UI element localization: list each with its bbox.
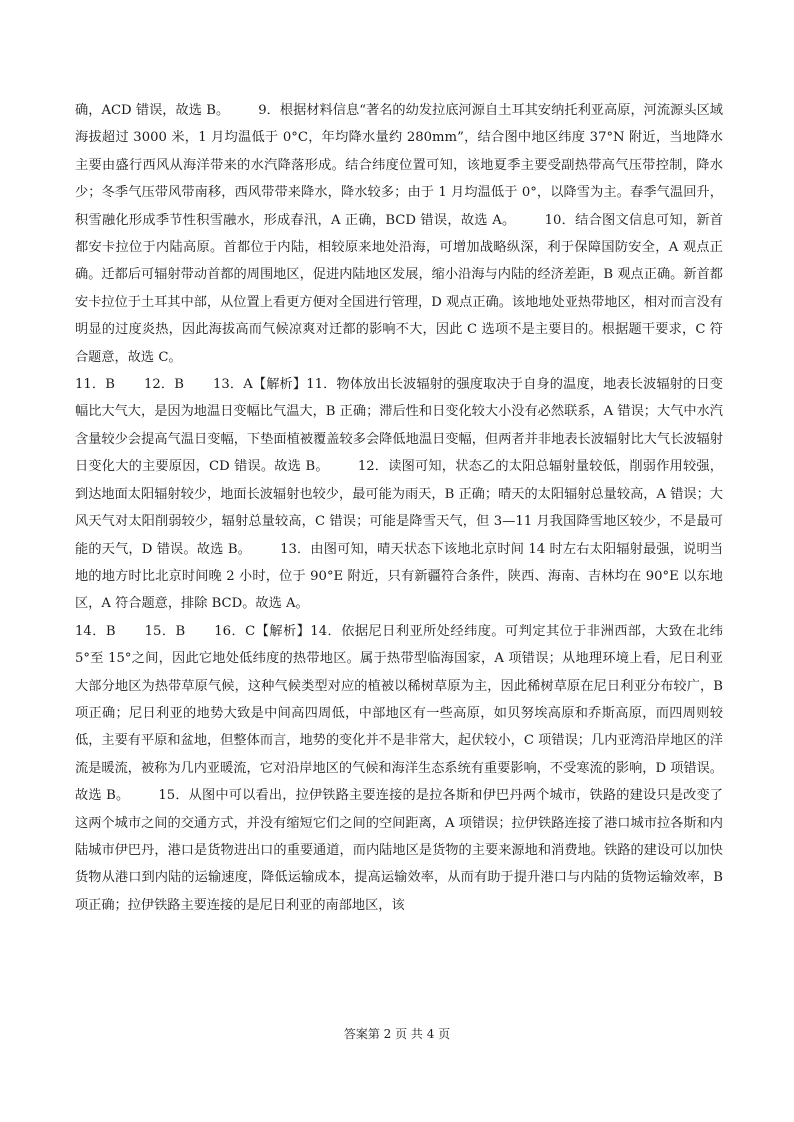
answer-segment: 9．根据材料信息“著名的幼发拉底河源自土耳其安纳托利亚高原，河流源头区域海拔超过 3000 米，1 月均温低于 0°C，年均降水量约 280mm”，结合图中地区纬度 37°N 附近，当地降水主要由盛行西风从海洋带来的水汽降落形成。结合纬度位置可知，该地夏季主要受副热带高气压带控制，降水少；冬季气压带风带南移，西风带带来降水，降水较多；由于 1 月均温低于 0°，以降雪为主。春季气温回升，积雪融化形成季节性积雪融水，形成春汛，A 正确，BCD 错误，故选 A。 (75, 103, 723, 228)
answer-segment: 16．C【解析】14．依据尼日利亚所处经纬度。可判定其位于非洲西部，大致在北纬 5°至 15°之间，因此它地处低纬度的热带地区。属于热带型临海国家，A 项错误；从地理环境上看，尼日利亚大部分地区为热带草原气候，这种气候类型对应的植被以稀树草原为主，因此稀树草原在尼日利亚分布较广，B 项正确；尼日利亚的地势大致是中间高四周低，中部地区有一些高原，如贝努埃高原和乔斯高原，而四周则较低，主要有平原和盆地，但整体而言，地势的变化并不是非常大，起伏较小，C 项错误；几内亚湾沿岸地区的洋流是暖流，被称为几内亚暖流，它对沿岸地区的气候和海洋生态系统有重要影响，不受寒流的影响，D 项错误。故选 B。 (75, 623, 723, 804)
page-footer (0, 1025, 794, 1042)
page-number-label: 答案第 2 页 共 4 页 (343, 1027, 451, 1041)
answer-segment: 13．由图可知，晴天状态下该地北京时间 14 时左右太阳辐射最强，说明当地的地方时比北京时间晚 2 小时，位于 90°E 附近，只有新疆符合条件，陕西、海南、吉林均在 90°E 以东地区，A 符合题意，排除 BCD。故选 A。 (75, 541, 723, 612)
answer-paragraph-14-16 (75, 618, 723, 919)
answer-segment: 12．B (143, 377, 184, 393)
answer-segment: 12．读图可知，状态乙的太阳总辐射量较低，削弱作用较强，到达地面太阳辐射较少，地面长波辐射也较少，最可能为雨天，B 正确；晴天的太阳辐射总量较高，A 错误；大风天气对太阳削弱较少，辐射总量较高，C 错误；可能是降雪天气，但 3—11 月我国降雪地区较少，不是最可能的天气，D 错误。故选 B。 (75, 459, 723, 557)
answer-segment: 13．A【解析】11．物体放出长波辐射的强度取决于自身的温度，地表长波辐射的日变幅比大气大，是因为地温日变幅比气温大，B 正确；滞后性和日变化较大小没有必然联系，A 错误；大气中水汽含量较少会提高气温日变幅，下垫面植被覆盖较多会降低地温日变幅，但两者并非地表长波辐射比大气长波辐射日变化大的主要原因，CD 错误。故选 B。 (75, 377, 723, 475)
answer-segment: 10．结合图文信息可知，新首都安卡拉位于内陆高原。首都位于内陆，相较原来地处沿海，可增加战略纵深，利于保障国防安全，A 观点正确。迁都后可辐射带动首都的周围地区，促进内陆地区发展，缩小沿海与内陆的经济差距，B 观点正确。新首都安卡拉位于土耳其中部，从位置上看更方便对全国进行管理，D 观点正确。该地地处亚热带地区，相对而言没有明显的过度炎热，因此海拔高而气候凉爽对迁都的影响不大，因此 C 选项不是主要目的。根据题干要求，C 符合题意，故选 C。 (75, 212, 723, 365)
answer-page-body (75, 97, 723, 919)
answer-segment: 确，ACD 错误，故选 B。 (75, 103, 230, 118)
answer-segment: 15．从图中可以看出，拉伊铁路主要连接的是拉各斯和伊巴丹两个城市，铁路的建设只是改变了这两个城市之间的交通方式，并没有缩短它们之间的空间距离，A 项错误；拉伊铁路连接了港口城市拉各斯和内陆城市伊巴丹，港口是货物进出口的重要通道，而内陆地区是货物的主要来源地和消费地。铁路的建设可以加快货物从港口到内陆的运输速度，降低运输成本，提高运输效率，从而有助于提升港口与内陆的货物运输效率，B 项正确；拉伊铁路主要连接的是尼日利亚的南部地区，该 (75, 788, 723, 913)
answer-segment: 15．B (144, 623, 186, 639)
answer-segment: 14．B (75, 623, 116, 639)
answer-segment: 11．B (75, 377, 115, 393)
answer-paragraph-8-10 (75, 97, 723, 371)
answer-paragraph-11-13 (75, 371, 723, 618)
